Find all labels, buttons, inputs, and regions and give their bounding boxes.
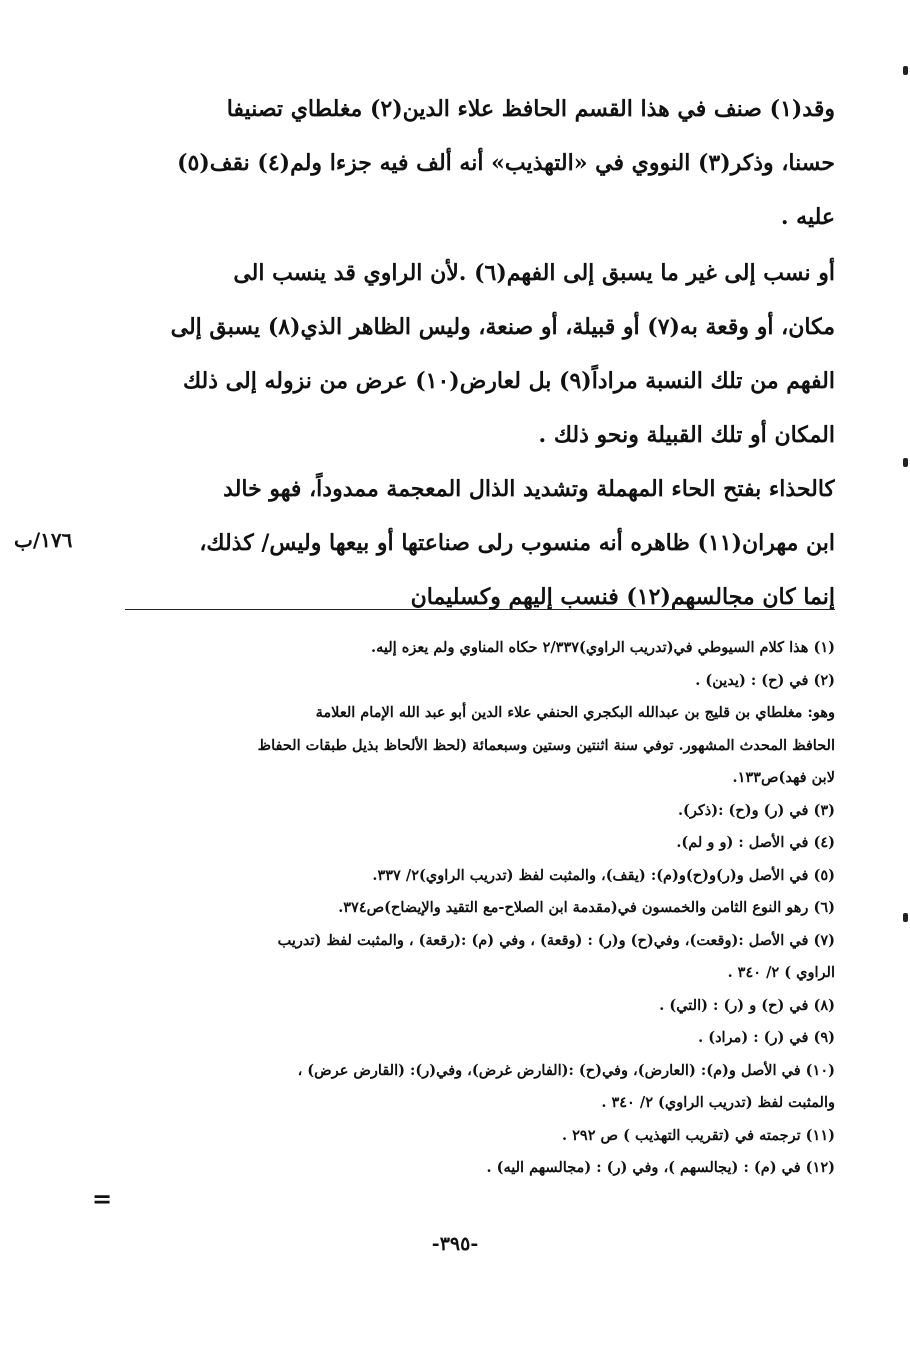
footnote-line: (١) هذا كلام السيوطي في(تدريب الراوي)٢/٣٣٧ حكاه المناوي ولم يعزه إليه. xyxy=(371,639,835,656)
page-number: -٣٩٥- xyxy=(431,1233,479,1255)
footnote-line: الحافظ المحدث المشهور. توفي سنة اثنتين وستين وسبعمائة (لحظ الألحاظ بذيل طبقات الحفاظ xyxy=(257,736,835,754)
text-line: ابن مهران(١١) ظاهره أنه منسوب رلى صناعتها أو بيعها وليس/ كذلك، xyxy=(199,530,835,556)
main-text xyxy=(125,246,835,462)
scan-speck xyxy=(903,913,908,922)
main-text xyxy=(125,82,835,244)
footnote-line: (٤) في الأصل : (و و لم). xyxy=(676,834,835,851)
text-line: الفهم من تلك النسبة مراداً(٩) بل لعارض(١٠) عرض من نزوله إلى ذلك xyxy=(182,368,835,394)
text-line: إنما كان مجالسهم(١٢) فنسب إليهم وكسليمان xyxy=(410,584,835,610)
paragraph xyxy=(125,246,835,462)
scan-speck xyxy=(903,458,908,467)
footnote-divider xyxy=(125,609,835,610)
text-line: عليه . xyxy=(780,204,835,230)
text-line: أو نسب إلى غير ما يسبق إلى الفهم(٦) .لأن الراوي قد ينسب الى xyxy=(233,260,835,286)
margin-folio-note: ١٧٦/ب xyxy=(14,528,73,552)
footnote-line: (١١) ترجمته في (تقريب التهذيب ) ص ٢٩٢ . xyxy=(562,1126,835,1144)
footnote-line: (٩) في (ر) : (مراد) . xyxy=(698,1029,835,1046)
footnote-line: (٧) في الأصل :(وقعت)، وفي(ح) و(ر) : (وقعة) ، وفي (م) :(رقعة) ، والمثبت لفظ (تدريب xyxy=(277,931,835,949)
text-line: المكان أو تلك القبيلة ونحو ذلك . xyxy=(538,422,835,448)
footnote-line: الراوي ) ٢/ ٣٤٠ . xyxy=(727,964,835,981)
text-line: مكان، أو وقعة به(٧) أو قبيلة، أو صنعة، وليس الظاهر الذي(٨) يسبق إلى xyxy=(170,314,835,340)
footnote-line: (٨) في (ح) و (ر) : (التي) . xyxy=(659,996,835,1014)
text-line: حسنا، وذكر(٣) النووي في «التهذيب» أنه ألف فيه جزءا ولم(٤) نقف(٥) xyxy=(177,150,835,176)
footnote-line: (٦) رهو النوع الثامن والخمسون في(مقدمة ابن الصلاح-مع التقيد والإيضاح)ص٣٧٤. xyxy=(338,899,835,916)
footnote-line: والمثبت لفظ (تدريب الراوي) ٢/ ٣٤٠ . xyxy=(601,1094,835,1111)
footnote-line: (١٠) في الأصل و(م): (العارض)، وفي(ح) :(الفارض غرض)، وفي(ر): (القارض عرض) ، xyxy=(297,1061,835,1079)
scan-speck xyxy=(903,66,908,75)
paragraph xyxy=(125,462,835,624)
text-line: كالحذاء بفتح الحاء المهملة وتشديد الذال المعجمة ممدوداً، فهو خالد xyxy=(223,476,835,502)
paragraph xyxy=(125,82,835,244)
text-line: وقد(١) صنف في هذا القسم الحافظ علاء الدين(٢) مغلطاي تصنيفا xyxy=(226,96,835,122)
footnote-line: وهو: مغلطاي بن قليج بن عبدالله البكجري الحنفي علاء الدين أبو عبد الله الإمام العلامة xyxy=(315,704,835,721)
main-text xyxy=(125,462,835,624)
footnotes xyxy=(125,632,835,1185)
continuation-mark: = xyxy=(92,1184,113,1213)
footnote-line: (٢) في (ح) : (يدين) . xyxy=(695,671,835,689)
footnote-line: (٥) في الأصل و(ر)و(ح)و(م): (يقف)، والمثبت لفظ (تدريب الراوي)٢/ ٣٣٧. xyxy=(372,866,835,884)
footnote-line: (٣) في (ر) و(ح) :(ذكر). xyxy=(677,801,835,819)
footnote-line: لابن فهد)ص١٣٣. xyxy=(732,769,835,786)
footnote-line: (١٢) في (م) : (يجالسهم )، وفي (ر) : (مجالسهم اليه) . xyxy=(486,1159,835,1176)
